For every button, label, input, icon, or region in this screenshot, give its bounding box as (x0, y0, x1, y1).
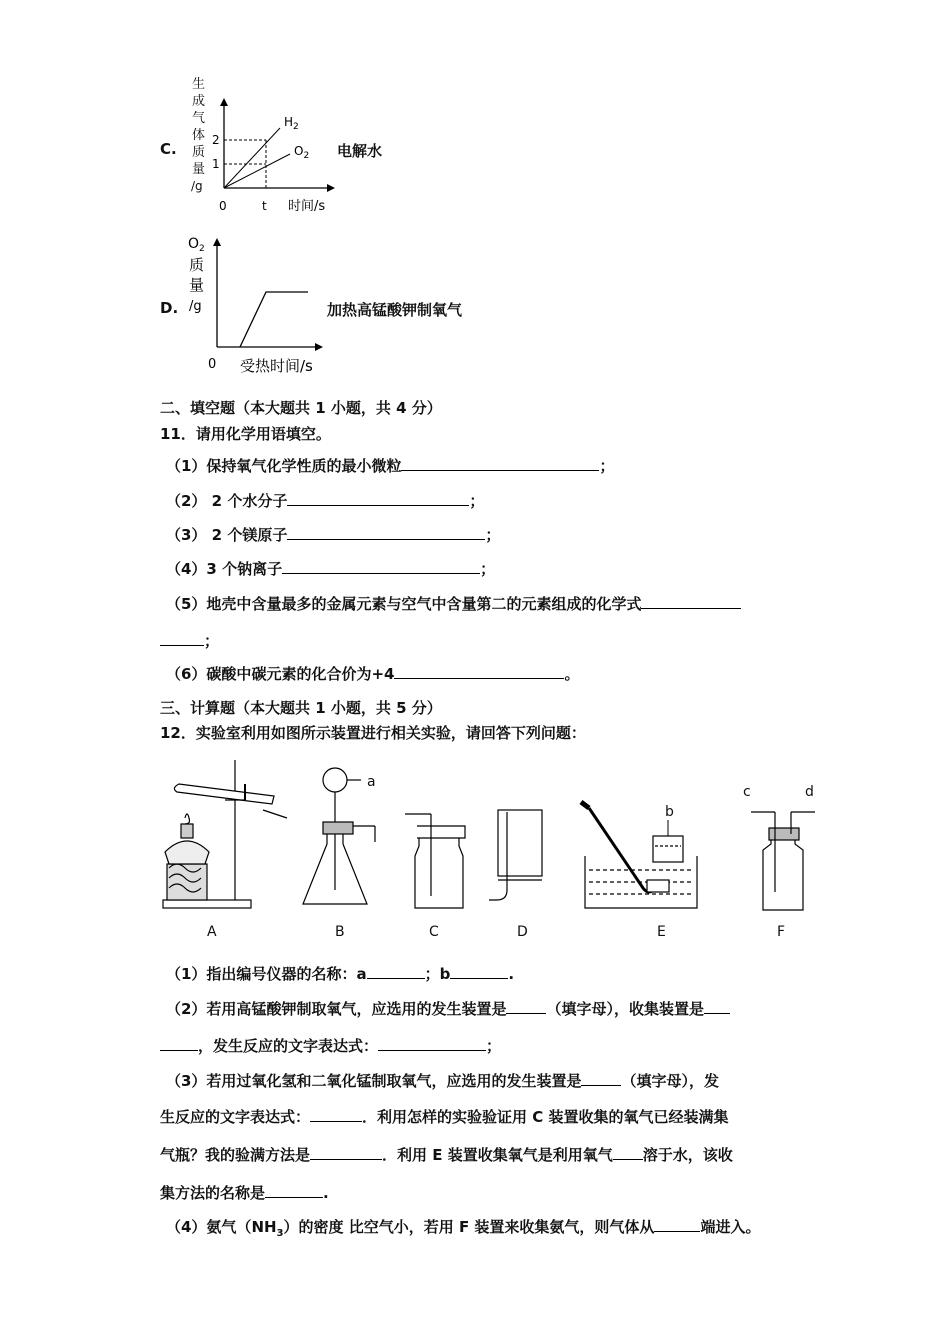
graph-c-ychar: 气 (192, 111, 206, 126)
graph-d-ylabel-o2: $O_2$ (188, 236, 205, 254)
answer-blank[interactable] (641, 594, 741, 609)
q12-line-3: ，发生反应的文字表达式： ； (160, 1035, 501, 1056)
answer-blank[interactable] (401, 456, 599, 471)
answer-blank[interactable] (450, 964, 508, 979)
apparatus-f (751, 812, 815, 910)
graph-c-line-h2 (224, 128, 280, 188)
answer-blank[interactable] (506, 999, 546, 1014)
graph-c-tick-2: 2 (212, 133, 220, 147)
apparatus-figure (155, 752, 845, 947)
graph-d-origin: 0 (208, 357, 217, 372)
option-d-label: D. (160, 299, 179, 317)
q11-item-4: （4）3 个钠离子 ； (166, 560, 496, 578)
graph-c-ychar: 生 (192, 77, 206, 92)
section2-title: 二、填空题（本大题共 1 小题，共 4 分） (160, 399, 442, 417)
graph-c-ychar: 体 (192, 128, 206, 143)
q12-line-2: （2）若用高锰酸钾制取氧气，应选用的发生装置是 （填字母），收集装置是 (166, 998, 730, 1019)
q12-stem: 12．实验室利用如图所示装置进行相关实验，请回答下列问题： (160, 724, 586, 742)
graph-c-ychar: 质 (192, 145, 206, 160)
graph-c-o2-label: $O_2$ (294, 144, 310, 161)
q11-item-6: （6）碳酸中碳元素的化合价为+4 。 (166, 665, 580, 683)
answer-blank[interactable] (287, 491, 469, 506)
q11-item-5: （5）地壳中含量最多的金属元素与空气中含量第二的元素组成的化学式 (166, 593, 741, 614)
answer-blank[interactable] (367, 964, 425, 979)
graph-c-origin: 0 (219, 199, 227, 213)
marker-c: c (743, 784, 751, 800)
graph-c-line-o2 (224, 154, 290, 188)
graph-c-ychar: 成 (192, 94, 206, 109)
apparatus-d (489, 810, 542, 900)
apparatus-a (163, 760, 287, 908)
answer-blank[interactable] (394, 664, 564, 679)
graph-c-tick-1: 1 (212, 157, 220, 171)
apparatus-label-a: A (207, 924, 217, 940)
apparatus-label-f: F (777, 924, 786, 940)
marker-a: a (367, 774, 376, 790)
graph-c-x-arrow (327, 184, 335, 192)
answer-blank[interactable] (160, 1036, 198, 1051)
answer-blank[interactable] (378, 1036, 486, 1051)
section3-title: 三、计算题（本大题共 1 小题，共 5 分） (160, 699, 442, 717)
option-c-label: C. (160, 140, 177, 158)
graph-c-h2-label: $H_2$ (284, 115, 299, 132)
apparatus-b (303, 768, 375, 904)
apparatus-label-e: E (657, 924, 666, 940)
q11-item-2: （2） 2 个水分子 ； (166, 492, 485, 510)
marker-b: b (665, 804, 674, 820)
marker-d: d (805, 784, 814, 800)
graph-c-yunit: /g (191, 179, 203, 193)
apparatus-c (405, 814, 465, 908)
apparatus-label-b: B (335, 924, 345, 940)
q12-line-6: 气瓶？我的验满方法是 ．利用 E 装置收集氧气是利用氧气 溶于水，该收 (160, 1146, 733, 1164)
q11-stem: 11．请用化学用语填空。 (160, 425, 331, 443)
q12-line-5: 生反应的文字表达式： ．利用怎样的实验验证用 C 装置收集的氧气已经装满集 (160, 1108, 729, 1126)
graph-d-kmno4 (180, 230, 340, 380)
answer-blank[interactable] (581, 1071, 621, 1086)
graph-d-x-arrow (315, 343, 323, 351)
answer-blank[interactable] (310, 1107, 362, 1122)
apparatus-e (581, 802, 697, 908)
graph-c-ychar: 量 (192, 162, 206, 177)
graph-d-ylabel-char: 质 (189, 256, 205, 274)
graph-c-y-arrow (220, 98, 228, 106)
q12-line-7: 集方法的名称是 . (160, 1184, 329, 1202)
q12-line-8: （4）氨气$(NH_3)$的密度 比空气小，若用 F 装置来收集氨气，则气体从 端进入。 (166, 1218, 761, 1239)
answer-blank[interactable] (265, 1183, 323, 1198)
answer-blank[interactable] (287, 525, 485, 540)
apparatus-label-d: D (517, 924, 528, 940)
q11-item-1: （1）保持氧气化学性质的最小微粒 ； (166, 457, 615, 475)
q11-item-5-cont: ； (160, 630, 219, 651)
graph-d-y-arrow (213, 238, 221, 246)
graph-d-yunit: /g (189, 299, 202, 314)
graph-d-x-label: 受热时间/s (240, 357, 313, 375)
q12-line-4: （3）若用过氧化氢和二氧化锰制取氧气，应选用的发生装置是 （填字母），发 (166, 1072, 719, 1090)
graph-d-curve (240, 292, 308, 347)
answer-blank[interactable] (704, 999, 730, 1014)
q11-item-3: （3） 2 个镁原子 ； (166, 526, 501, 544)
answer-blank[interactable] (654, 1217, 700, 1232)
answer-blank[interactable] (160, 631, 204, 646)
graph-c-tick-t: t (262, 199, 267, 213)
graph-d-ylabel-char: 量 (189, 276, 205, 294)
graph-c-x-label: 时间/s (288, 199, 326, 214)
answer-blank[interactable] (282, 559, 480, 574)
answer-blank[interactable] (310, 1145, 382, 1160)
graph-c-y-label (191, 76, 205, 193)
answer-blank[interactable] (613, 1145, 643, 1160)
graph-c-caption: 电解水 (337, 142, 383, 160)
apparatus-label-c: C (429, 924, 439, 940)
graph-d-caption: 加热高锰酸钾制氧气 (327, 301, 463, 319)
q12-line-1: （1）指出编号仪器的名称：a ；b . (166, 965, 515, 983)
